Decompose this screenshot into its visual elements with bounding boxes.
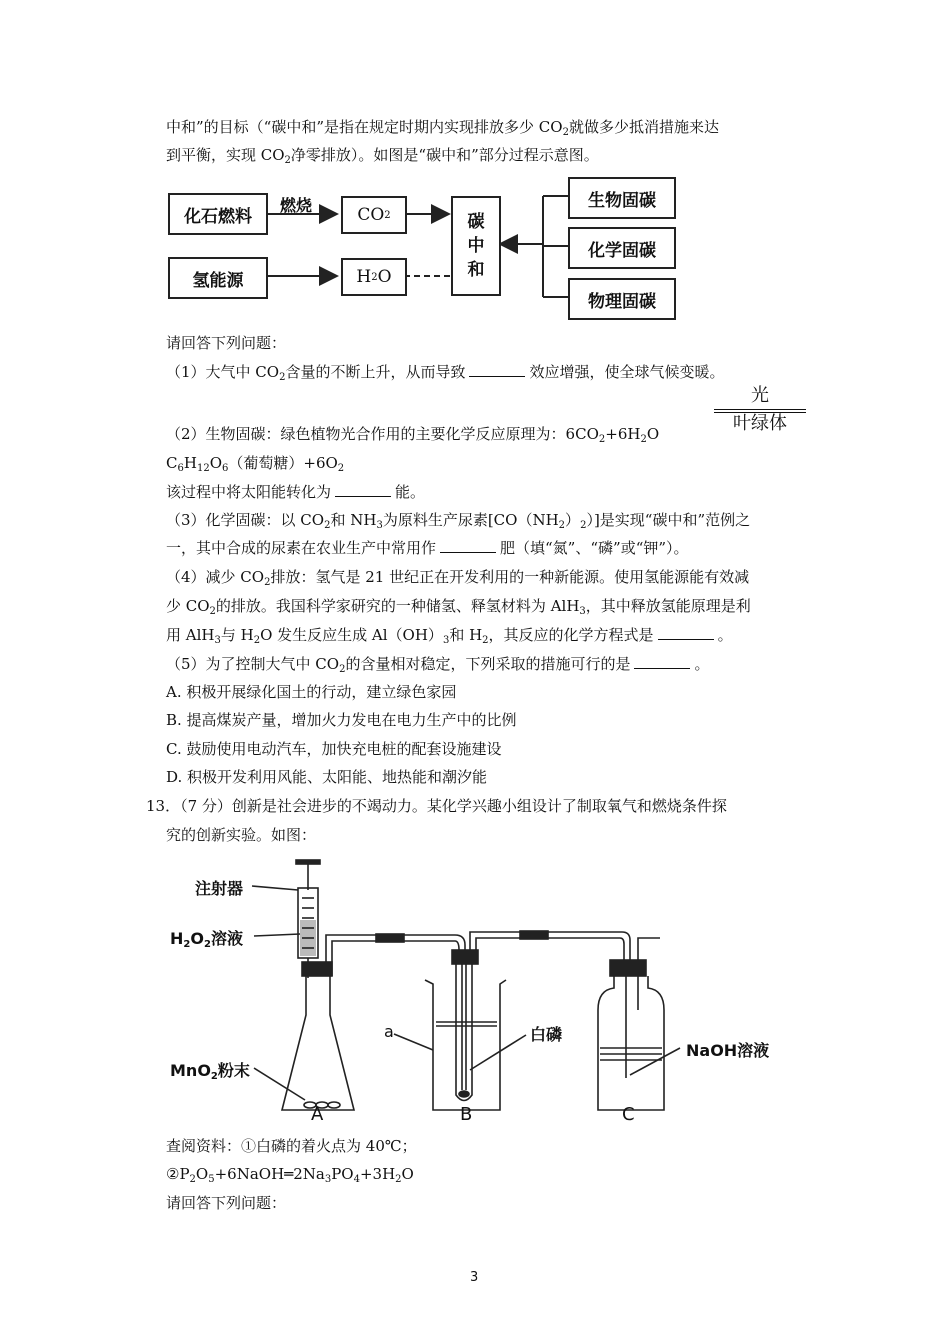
stopper-c (610, 960, 646, 976)
answer-blank-5[interactable] (634, 654, 690, 669)
stopper-b (452, 950, 478, 964)
syringe-plunger-top (296, 860, 320, 864)
question-4: （4）减少 $CO_2$排放：氢气是 21 世纪正在开发利用的一种新能源。使用氢能源能有效减 (166, 568, 750, 588)
question-2-product: $C_6H_{12}O_6$（葡萄糖）$+6O_2$ (166, 454, 345, 474)
condition-chloroplast: 叶绿体 (733, 413, 787, 434)
label-naoh: NaOH溶液 (686, 1041, 770, 1060)
box-h2o: H 2 O (341, 258, 407, 296)
option-b[interactable]: B. 提高煤炭产量，增加火力发电在电力生产中的比例 (166, 711, 517, 729)
apparatus-diagram (0, 850, 950, 1130)
flask-a (282, 976, 354, 1110)
answer-blank-2[interactable] (335, 482, 391, 497)
stopper-a (302, 962, 332, 976)
question-3: （3）化学固碳：以 $CO_2$和 $NH_3$为原料生产尿素$[CO(NH_2)_2)$]是实现“碳中和”范例之 (166, 511, 751, 531)
question-3-line-2: 一，其中合成的尿素在农业生产中常用作 肥（填“氮”、“磷”或“钾”）。 (166, 539, 689, 557)
label-a: a (384, 1022, 394, 1041)
question-4-line-3: 用 AlH$_3$与 $H_2O$ 发生反应生成 $Al(OH)_3$和 $H_2$，其反应的化学方程式是 。 (166, 626, 733, 646)
please-answer-2: 请回答下列问题： (166, 1194, 287, 1212)
label-apparatus-a: A (311, 1104, 324, 1125)
condition-light: 光 (751, 385, 769, 406)
bottle-c (598, 976, 664, 1110)
option-d[interactable]: D. 积极开发利用风能、太阳能、地热能和潮汐能 (166, 768, 488, 786)
box-co2: CO 2 (341, 196, 407, 234)
reference-line-2: $②P_2O_5+6NaOH═2Na_3PO_4+3H_2O$ (166, 1165, 414, 1185)
label-white-phosphorus: 白磷 (530, 1025, 563, 1044)
answer-blank-1[interactable] (469, 362, 525, 377)
intro-line-1: 中和”的目标（“碳中和”是指在规定时期内实现排放多少 $CO_2$就做多少抵消措施来达 (166, 118, 719, 138)
carbon-neutral-diagram (0, 0, 950, 340)
box-hydrogen: 氢能源 (168, 257, 268, 299)
question-2: （2）生物固碳：绿色植物光合作用的主要化学反应原理为：$6CO_2+6H_2O$ (166, 425, 660, 445)
label-h2o2: $H_2O_2$溶液 (170, 929, 243, 950)
option-a[interactable]: A. 积极开展绿化国土的行动，建立绿色家园 (166, 683, 457, 701)
label-burn: 燃烧 (280, 196, 313, 215)
label-apparatus-b: B (460, 1104, 473, 1125)
page-number: 3 (470, 1270, 479, 1285)
intro-line-2: 到平衡，实现 $CO_2$净零排放）。如图是“碳中和”部分过程示意图。 (166, 146, 599, 166)
box-chem-fixation: 化学固碳 (568, 227, 676, 269)
question-2-energy: 该过程中将太阳能转化为 能。 (166, 483, 426, 501)
reference-line-1: 查阅资料：①白磷的着火点为 40℃； (166, 1137, 417, 1155)
label-apparatus-c: C (622, 1104, 635, 1125)
label-syringe: 注射器 (195, 879, 244, 898)
answer-blank-4[interactable] (658, 625, 714, 640)
box-fossil-fuel: 化石燃料 (168, 193, 268, 235)
question-1: （1）大气中 $CO_2$含量的不断上升，从而导致 效应增强，使全球气候变暖。 (166, 363, 725, 383)
question-13: 13．（7 分）创新是社会进步的不竭动力。某化学兴趣小组设计了制取氧气和燃烧条件探 (146, 797, 727, 815)
label-mno2: MnO$_2$粉末 (170, 1061, 250, 1082)
answer-blank-3[interactable] (440, 538, 496, 553)
box-phys-fixation: 物理固碳 (568, 278, 676, 320)
option-c[interactable]: C. 鼓励使用电动汽车，加快充电桩的配套设施建设 (166, 740, 502, 758)
question-4-line-2: 少 $CO_2$的排放。我国科学家研究的一种储氢、释氢材料为 AlH$_3$，其中释放氢能原理是利 (166, 597, 751, 617)
test-tube-b (456, 964, 472, 1101)
please-answer-1: 请回答下列问题： (166, 334, 287, 352)
question-5: （5）为了控制大气中 $CO_2$的含量相对稳定，下列采取的措施可行的是 。 (166, 655, 710, 675)
box-carbon-neutral: 碳 中 和 (451, 196, 501, 296)
reaction-condition (714, 385, 806, 435)
question-13-line-2: 究的创新实验。如图： (166, 826, 317, 844)
apparatus-drawing (0, 850, 950, 1130)
box-bio-fixation: 生物固碳 (568, 177, 676, 219)
